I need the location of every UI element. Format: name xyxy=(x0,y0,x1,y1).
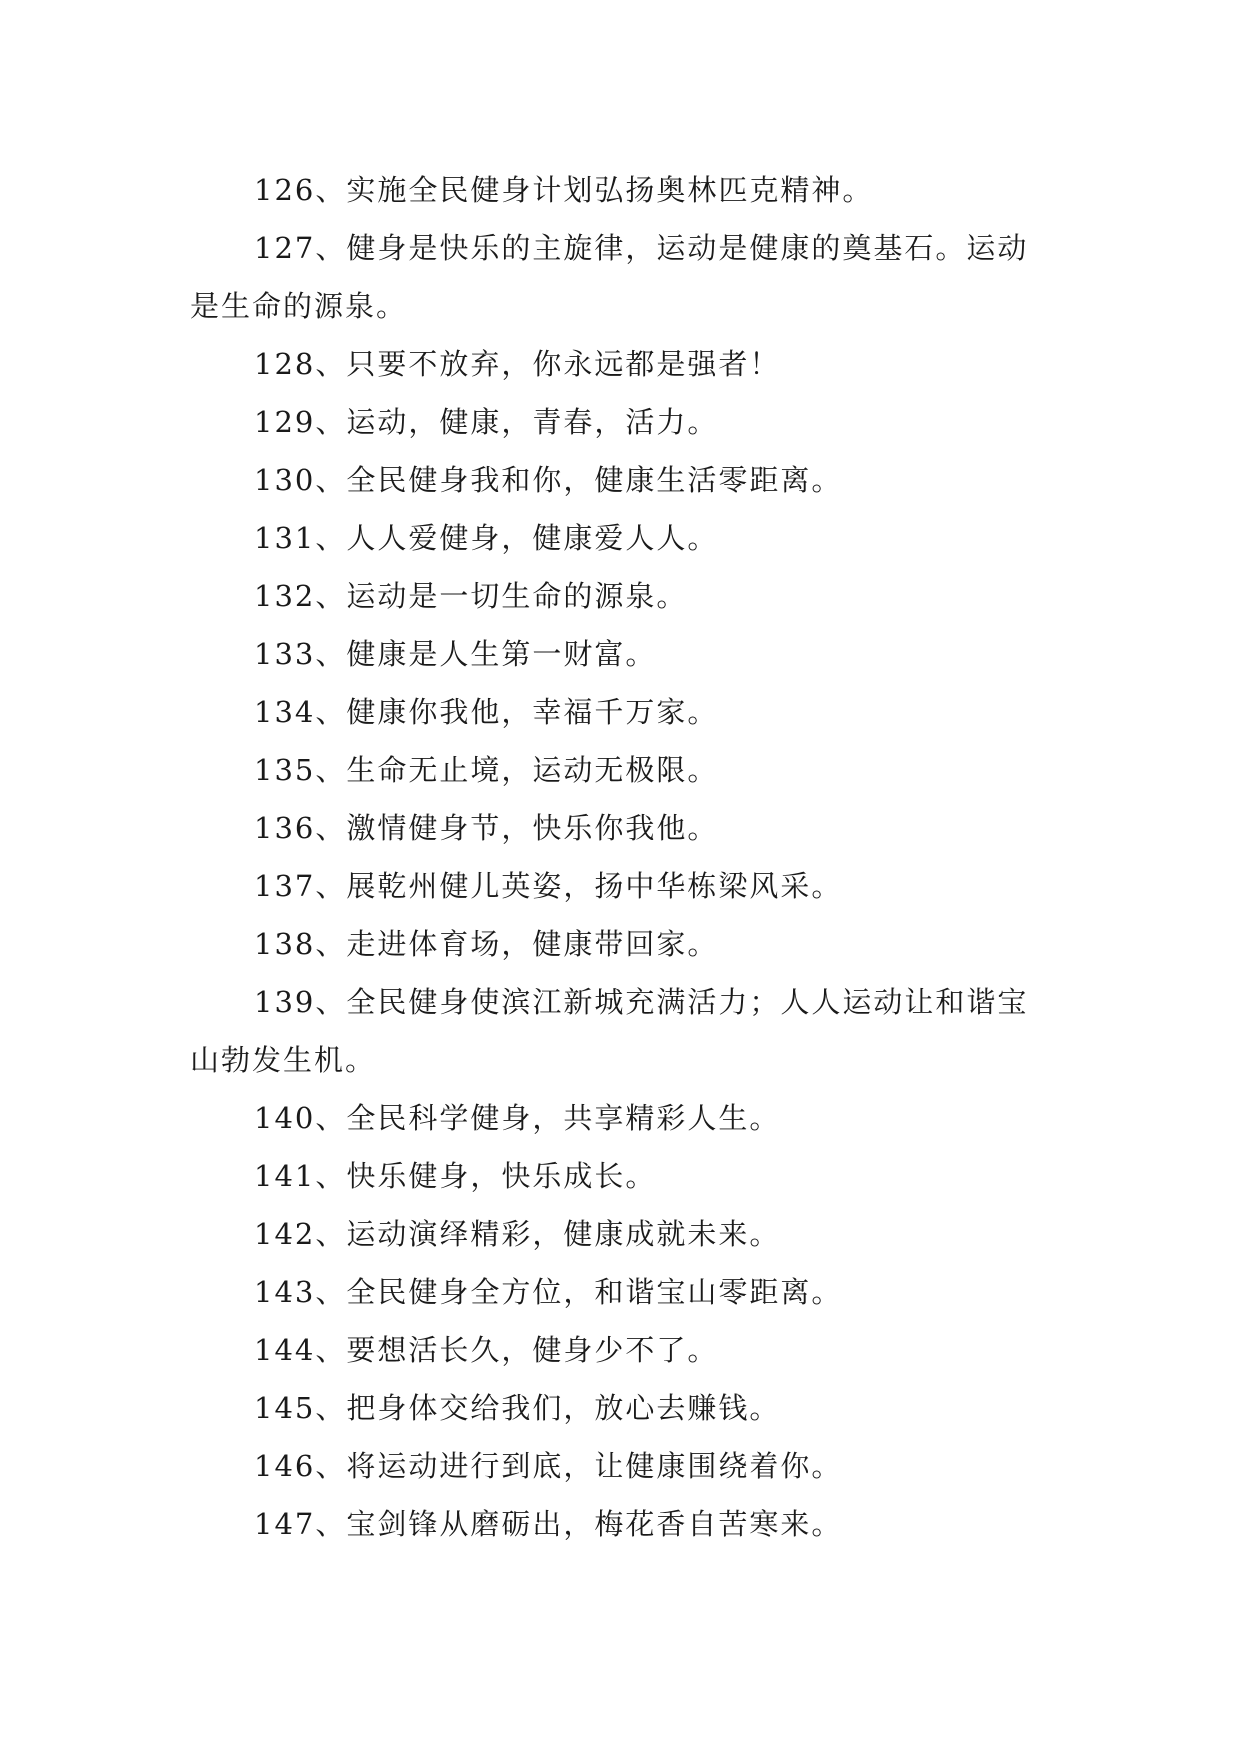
slogan-paragraph: 146、将运动进行到底，让健康围绕着你。 xyxy=(254,1449,843,1483)
slogan-paragraph: 135、生命无止境，运动无极限。 xyxy=(254,753,719,787)
slogan-paragraph: 129、运动，健康，青春，活力。 xyxy=(254,405,719,439)
slogan-paragraph: 137、展乾州健儿英姿，扬中华栋梁风采。 xyxy=(254,869,843,903)
slogan-paragraph: 136、激情健身节，快乐你我他。 xyxy=(254,811,719,845)
slogan-paragraph: 143、全民健身全方位，和谐宝山零距离。 xyxy=(254,1275,843,1309)
slogan-paragraph: 141、快乐健身，快乐成长。 xyxy=(254,1159,657,1193)
slogan-paragraph: 134、健康你我他，幸福千万家。 xyxy=(254,695,719,729)
slogan-paragraph: 140、全民科学健身，共享精彩人生。 xyxy=(254,1101,781,1135)
slogan-paragraph: 147、宝剑锋从磨砺出，梅花香自苦寒来。 xyxy=(254,1507,843,1541)
slogan-paragraph: 139、全民健身使滨江新城充满活力；人人运动让和谐宝山勃发生机。 xyxy=(190,985,1029,1077)
document-body xyxy=(190,161,1052,1553)
slogan-paragraph: 133、健康是人生第一财富。 xyxy=(254,637,657,671)
slogan-paragraph: 144、要想活长久，健身少不了。 xyxy=(254,1333,719,1367)
slogan-paragraph: 138、走进体育场，健康带回家。 xyxy=(254,927,719,961)
slogan-paragraph: 130、全民健身我和你，健康生活零距离。 xyxy=(254,463,843,497)
slogan-paragraph: 128、只要不放弃，你永远都是强者！ xyxy=(254,347,781,381)
slogan-paragraph: 142、运动演绎精彩，健康成就未来。 xyxy=(254,1217,781,1251)
slogan-paragraph: 145、把身体交给我们，放心去赚钱。 xyxy=(254,1391,781,1425)
slogan-paragraph: 127、健身是快乐的主旋律，运动是健康的奠基石。运动是生命的源泉。 xyxy=(190,231,1029,323)
slogan-paragraph: 132、运动是一切生命的源泉。 xyxy=(254,579,688,613)
slogan-paragraph: 131、人人爱健身，健康爱人人。 xyxy=(254,521,719,555)
slogan-paragraph: 126、实施全民健身计划弘扬奥林匹克精神。 xyxy=(254,173,874,207)
